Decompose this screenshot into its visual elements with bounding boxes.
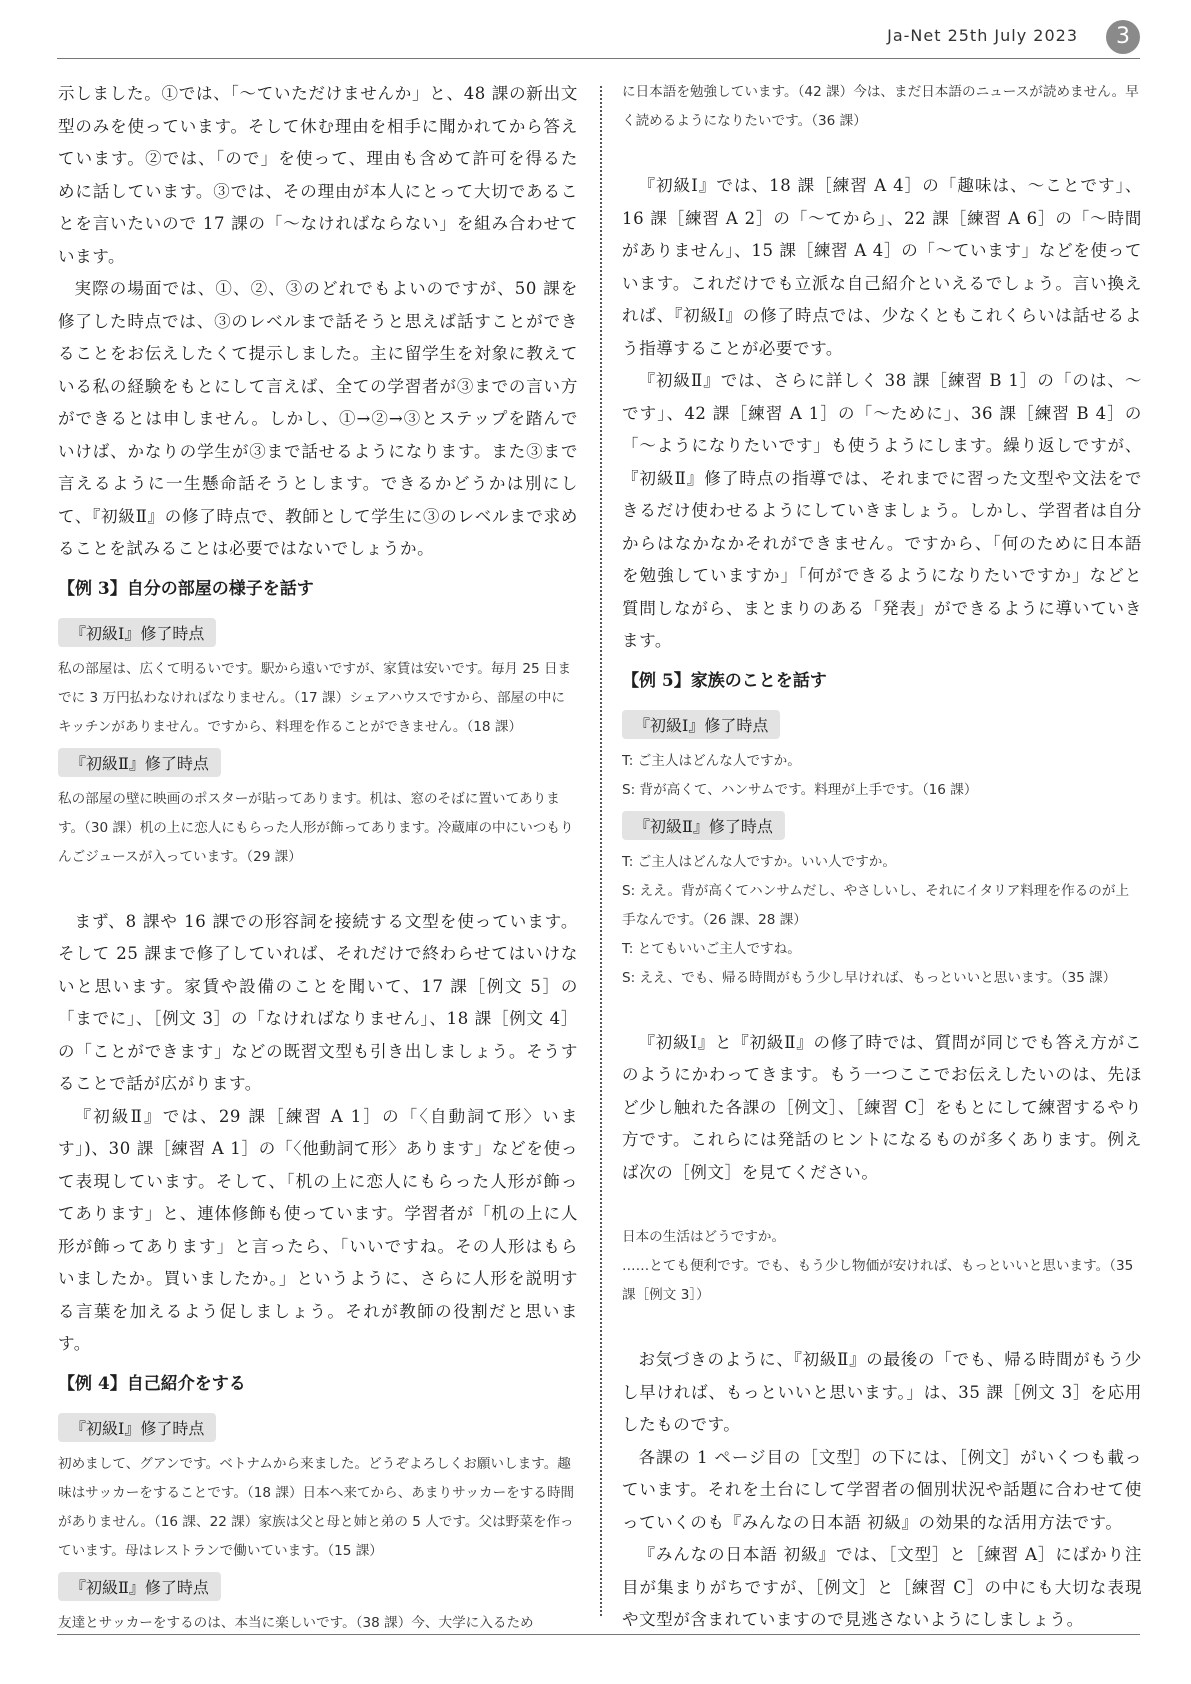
level-tag: 『初級Ⅰ』修了時点 xyxy=(58,618,216,647)
spacer xyxy=(622,136,1142,170)
section-heading: 【例 4】自己紹介をする xyxy=(58,1373,246,1394)
example-text: 日本の生活はどうですか。 xyxy=(622,1229,786,1245)
example-text: S: 背が高くて、ハンサムです。料理が上手です。（16 課） xyxy=(622,781,978,798)
body-paragraph: 『初級Ⅰ』と『初級Ⅱ』の修了時では、質問が同じでも答え方がこのようにかわってきます。もう一つここでお伝えしたいのは、先ほど少し触れた各課の［例文］、［練習 C］をもとにして練習するやり方です。これらには発話のヒントになるものが多くあります。例えば次の［例文］を見てください。 xyxy=(622,1032,1142,1182)
example-text: S: ええ。背が高くてハンサムだし、やさしいし、それにイタリア料理を作るのが上手なんです。（26 課、28 課） xyxy=(622,882,1130,928)
example-text: S: ええ、でも、帰る時間がもう少し早ければ、もっといいと思います。（35 課） xyxy=(622,969,1117,986)
spacer xyxy=(622,993,1142,1027)
spacer xyxy=(622,1189,1142,1223)
body-paragraph: まず、8 課や 16 課での形容詞を接続する文型を使っています。そして 25 課まで修了していれば、それだけで終わらせてはいけないと思います。家賃や設備のことを聞いて、17 課［例文 5］の「までに」、［例文 3］の「なければなりません」、18 課［例文 4］の「ことができます」などの既習文型も引き出しましょう。そうすることで話が広がります。 xyxy=(58,911,578,1093)
page-header xyxy=(60,22,1140,60)
example-text: 私の部屋の壁に映画のポスターが貼ってあります。机は、窓のそばに置いてあります。（30 課）机の上に恋人にもらった人形が飾ってあります。冷蔵庫の中にいつもりんごジュースが入っています。（29 課） xyxy=(58,790,574,865)
section-heading: 【例 3】自分の部屋の様子を話す xyxy=(58,578,314,599)
body-paragraph: 『初級Ⅰ』では、18 課［練習 A 4］の「趣味は、〜ことです」、16 課［練習 A 2］の「〜てから」、22 課［練習 A 6］の「〜時間がありません」、15 課［練習 A 4］の「〜ています」などを使っています。これだけでも立派な自己紹介といえるでしょう。言い換えれば、『初級Ⅰ』の修了時点では、少なくともこれくらいは話せるよう指導することが必要です。 xyxy=(622,176,1142,358)
level-tag: 『初級Ⅱ』修了時点 xyxy=(58,1572,221,1601)
footer-rule xyxy=(57,1634,1140,1635)
level-tag: 『初級Ⅱ』修了時点 xyxy=(58,748,221,777)
spacer xyxy=(58,872,578,906)
body-paragraph: 各課の 1 ページ目の［文型］の下には、［例文］がいくつも載っています。それを土台にして学習者の個別状況や話題に合わせて使っていくのも『みんなの日本語 初級』の効果的な活用方法です。 xyxy=(622,1447,1142,1532)
example-text: 初めまして、グアンです。ベトナムから来ました。どうぞよろしくお願いします。趣味はサッカーをすることです。（18 課）日本へ来てから、あまりサッカーをする時間がありません。（16 課、22 課）家族は父と母と姉と弟の 5 人です。父は野菜を作っています。母はレストランで働いています。（15 課） xyxy=(58,1455,575,1559)
page-number-badge: 3 xyxy=(1106,20,1140,54)
level-tag: 『初級Ⅰ』修了時点 xyxy=(58,1413,216,1442)
body-paragraph: 『初級Ⅱ』では、さらに詳しく 38 課［練習 B 1］の「のは、〜です」、42 課［練習 A 1］の「〜ために」、36 課［練習 B 4］の「〜ようになりたいです」も使うようにします。繰り返しですが、『初級Ⅱ』修了時点の指導では、それまでに習った文型や文法をできるだけ使わせるようにしていきましょう。しかし、学習者は自分からはなかなかそれができません。ですから、「何のために日本語を勉強していますか」「何ができるようになりたいですか」などと質問しながら、まとまりのある「発表」ができるように導いていきます。 xyxy=(622,371,1142,650)
example-text: 友達とサッカーをするのは、本当に楽しいです。（38 課）今、大学に入るため xyxy=(58,1614,534,1631)
example-text: T: とてもいいご主人ですね。 xyxy=(622,940,801,957)
body-paragraph: 『初級Ⅱ』では、29 課［練習 A 1］の「〈自動詞て形〉います」)、30 課［練習 A 1］の「〈他動詞て形〉あります」などを使って表現しています。そして、「机の上に恋人にもらった人形が飾ってあります」と、連体修飾も使っています。学習者が「机の上に人形が飾ってあります」と言ったら、「いいですね。その人形はもらいましたか。買いましたか。」というように、さらに人形を説明する言葉を加えるよう促しましょう。それが教師の役割だと思います。 xyxy=(58,1106,578,1353)
body-paragraph: 『みんなの日本語 初級』では、［文型］と［練習 A］にばかり注目が集まりがちですが、［例文］と［練習 C］の中にも大切な表現や文型が含まれていますので見逃さないようにしましょう。 xyxy=(622,1545,1142,1629)
body-paragraph: お気づきのように、『初級Ⅱ』の最後の「でも、帰る時間がもう少し早ければ、もっといいと思います。」は、35 課［例文 3］を応用したものです。 xyxy=(622,1350,1142,1434)
left-column xyxy=(58,78,578,1638)
section-heading: 【例 5】家族のことを話す xyxy=(622,670,827,691)
example-text: に日本語を勉強しています。（42 課）今は、まだ日本語のニュースが読めません。早く読めるようになりたいです。（36 課） xyxy=(622,84,1139,129)
example-text: T: ご主人はどんな人ですか。 xyxy=(622,752,801,769)
column-divider xyxy=(600,86,602,1616)
level-tag: 『初級Ⅰ』修了時点 xyxy=(622,710,780,739)
right-column xyxy=(622,78,1142,1637)
publication-date: Ja-Net 25th July 2023 xyxy=(887,26,1078,45)
body-paragraph: 示しました。①では、「〜ていただけませんか」と、48 課の新出文型のみを使っています。そして休む理由を相手に聞かれてから答えています。②では、「ので」を使って、理由も含めて許可を得るために話しています。③では、その理由が本人にとって大切であることを言いたいので 17 課の「〜なければならない」を組み合わせています。 xyxy=(58,84,578,266)
example-text: T: ご主人はどんな人ですか。いい人ですか。 xyxy=(622,853,896,870)
header-rule xyxy=(57,58,1140,59)
body-paragraph: 実際の場面では、①、②、③のどれでもよいのですが、50 課を修了した時点では、③のレベルまで話そうと思えば話すことができることをお伝えしたくて提示しました。主に留学生を対象に教えている私の経験をもとにして言えば、全ての学習者が③までの言い方ができるとは申しません。しかし、①→②→③とステップを踏んでいけば、かなりの学生が③まで話せるようになります。また③まで言えるように一生懸命話そうとします。できるかどうかは別にして、『初級Ⅱ』の修了時点で、教師として学生に③のレベルまで求めることを試みることは必要ではないでしょうか。 xyxy=(58,279,578,558)
level-tag: 『初級Ⅱ』修了時点 xyxy=(622,811,785,840)
spacer xyxy=(622,1310,1142,1344)
example-text: 私の部屋は、広くて明るいです。駅から遠いですが、家賃は安いです。毎月 25 日までに 3 万円払わなければなりません。（17 課）シェアハウスですから、部屋の中にキッチンがありません。ですから、料理を作ることができません。（18 課） xyxy=(58,660,572,735)
example-text: ……とても便利です。でも、もう少し物価が安ければ、もっといいと思います。（35 課［例文 3］） xyxy=(622,1258,1134,1303)
